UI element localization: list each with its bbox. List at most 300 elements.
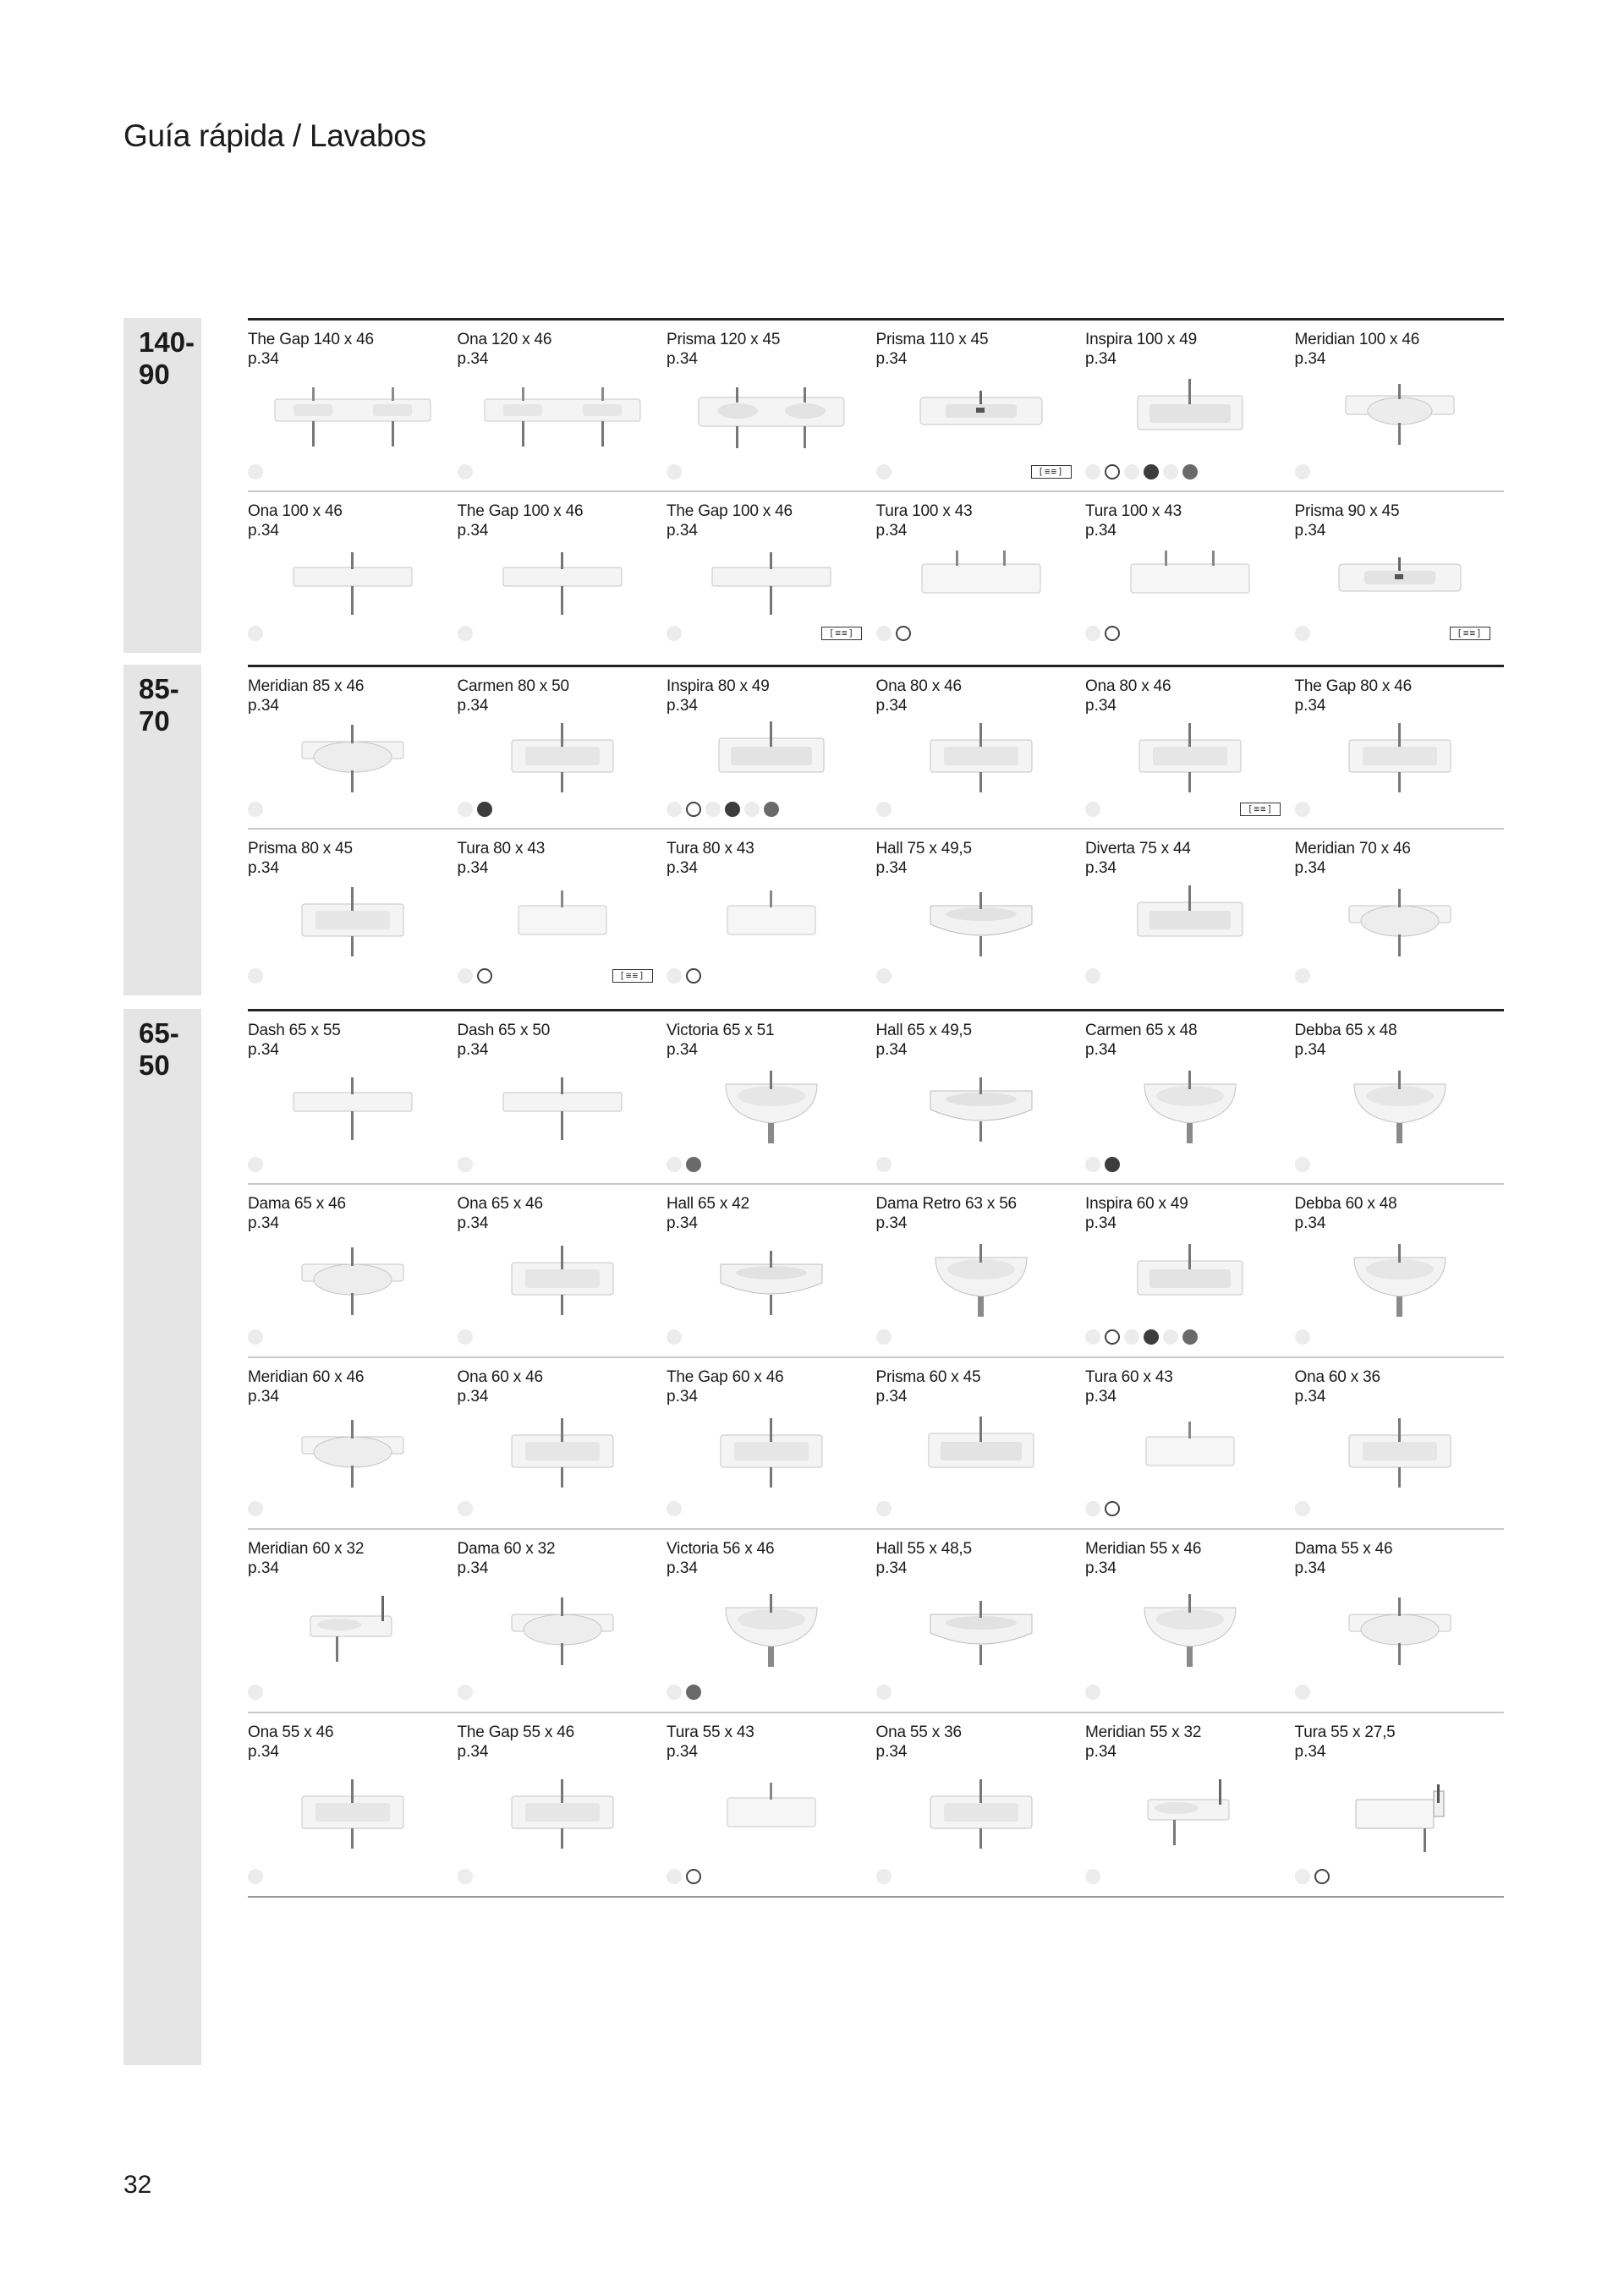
product-page-ref[interactable]: p.34 (1294, 1388, 1326, 1406)
size-range-label: 65- 50 (139, 1017, 179, 1081)
color-swatch-light[interactable] (248, 464, 263, 479)
sink-illustration-rect (897, 710, 1066, 803)
color-swatch-light[interactable] (1124, 464, 1139, 479)
product-page-ref[interactable]: p.34 (457, 1041, 489, 1059)
product-page-ref[interactable]: p.34 (1085, 350, 1116, 368)
color-swatch-light[interactable] (1085, 1869, 1100, 1884)
product-card[interactable] (458, 1011, 667, 1186)
product-page-ref[interactable]: p.34 (1294, 859, 1326, 877)
color-swatch-grey[interactable] (764, 802, 779, 817)
product-page-ref[interactable]: p.34 (457, 1214, 489, 1232)
product-name: Tura 80 x 43 (667, 840, 754, 858)
color-swatch-outline[interactable] (686, 802, 701, 817)
sink-illustration-small (1106, 1766, 1275, 1859)
color-swatch-light[interactable] (667, 626, 682, 641)
product-card[interactable] (1085, 1358, 1294, 1530)
color-swatch-light[interactable] (1085, 464, 1100, 479)
color-swatch-grey[interactable] (686, 1685, 701, 1700)
product-card[interactable] (458, 667, 667, 830)
product-page-ref[interactable]: p.34 (248, 1041, 279, 1059)
product-card[interactable] (876, 321, 1085, 493)
color-swatch-light[interactable] (1295, 1157, 1310, 1172)
color-swatches (1295, 1501, 1310, 1516)
product-name: Ona 60 x 36 (1294, 1368, 1380, 1386)
product-page-ref[interactable]: p.34 (667, 859, 698, 877)
sink-illustration-rect-wide (1315, 534, 1484, 627)
product-card[interactable] (248, 1358, 457, 1530)
product-card[interactable] (667, 830, 875, 997)
product-page-ref[interactable]: p.34 (875, 522, 908, 540)
product-name: Tura 100 x 43 (875, 502, 973, 520)
color-swatch-light[interactable] (1085, 1685, 1100, 1700)
color-swatch-light[interactable] (876, 626, 892, 641)
product-page-ref[interactable]: p.34 (1294, 1041, 1326, 1059)
sink-illustration-rect (1315, 710, 1484, 803)
color-swatch-outline[interactable] (477, 968, 492, 984)
product-card[interactable] (248, 830, 457, 997)
color-swatch-light[interactable] (458, 1685, 473, 1700)
product-grid (248, 318, 1504, 653)
color-swatch-dark[interactable] (1144, 464, 1159, 479)
product-card[interactable] (1085, 1713, 1294, 1898)
color-swatch-light[interactable] (248, 802, 263, 817)
color-swatch-light[interactable] (458, 802, 473, 817)
color-swatch-light[interactable] (876, 464, 892, 479)
sink-illustration-round-pedestal (897, 1232, 1066, 1325)
product-card[interactable] (667, 1358, 875, 1530)
color-swatches (248, 802, 263, 817)
color-swatches (1085, 464, 1198, 479)
product-name: Tura 55 x 43 (667, 1723, 754, 1741)
color-swatch-outline[interactable] (686, 968, 701, 984)
product-page-ref[interactable]: p.34 (1085, 1041, 1116, 1059)
color-swatches (458, 1685, 473, 1700)
color-swatch-light[interactable] (876, 1157, 892, 1172)
product-name: Debba 65 x 48 (1294, 1022, 1397, 1039)
product-card[interactable] (1295, 1185, 1504, 1358)
color-swatch-light[interactable] (458, 1329, 473, 1345)
product-page-ref[interactable]: p.34 (1294, 350, 1326, 368)
color-swatches (1295, 1685, 1310, 1700)
product-name: Tura 60 x 43 (1085, 1368, 1173, 1386)
sink-illustration-vessel-small (1315, 1766, 1484, 1859)
product-page-ref[interactable]: p.34 (1294, 1559, 1326, 1577)
color-swatch-light[interactable] (667, 1501, 682, 1516)
color-swatches (248, 968, 263, 984)
product-page-ref[interactable]: p.34 (457, 1743, 489, 1761)
product-card[interactable] (458, 321, 667, 493)
color-swatches (1295, 626, 1310, 641)
color-swatch-light[interactable] (667, 802, 682, 817)
color-swatch-grey[interactable] (1182, 1329, 1198, 1345)
product-page-ref[interactable]: p.34 (1294, 1214, 1326, 1232)
product-row (248, 1009, 1504, 1186)
color-swatch-dark[interactable] (1144, 1329, 1159, 1345)
color-swatches (667, 1501, 682, 1516)
color-swatches (1085, 1329, 1198, 1345)
product-card[interactable] (248, 492, 457, 655)
product-page-ref[interactable]: p.34 (1085, 1214, 1116, 1232)
product-page-ref[interactable]: p.34 (875, 697, 908, 715)
product-page-ref[interactable]: p.34 (875, 1559, 908, 1577)
color-swatch-outline[interactable] (1105, 1329, 1120, 1345)
product-page-ref[interactable]: p.34 (667, 350, 698, 368)
color-swatches (876, 1869, 892, 1884)
product-card[interactable] (1295, 667, 1504, 830)
product-card[interactable] (667, 1713, 875, 1898)
product-card[interactable] (876, 1358, 1085, 1530)
size-section (123, 665, 1504, 995)
product-name: Hall 55 x 48,5 (875, 1540, 972, 1558)
product-card[interactable] (458, 492, 667, 655)
product-card[interactable] (876, 492, 1085, 655)
color-swatch-light[interactable] (1085, 802, 1100, 817)
color-swatches (667, 1157, 701, 1172)
color-swatch-light[interactable] (458, 464, 473, 479)
color-swatch-light[interactable] (248, 1685, 263, 1700)
color-swatch-light[interactable] (1295, 802, 1310, 817)
color-swatch-light[interactable] (458, 1157, 473, 1172)
product-card[interactable] (876, 667, 1085, 830)
product-page-ref[interactable]: p.34 (1085, 522, 1116, 540)
product-name: Ona 65 x 46 (457, 1195, 543, 1213)
product-card[interactable] (458, 1358, 667, 1530)
product-name: Hall 65 x 42 (667, 1195, 749, 1213)
sink-illustration-vessel-wide (1106, 534, 1275, 627)
product-page-ref[interactable]: p.34 (667, 1559, 698, 1577)
color-swatches (1295, 1869, 1330, 1884)
color-swatch-dark[interactable] (1105, 1157, 1120, 1172)
product-page-ref[interactable]: p.34 (248, 350, 279, 368)
product-name: Meridian 55 x 46 (1085, 1540, 1202, 1558)
color-swatch-light[interactable] (1163, 1329, 1178, 1345)
color-swatch-light[interactable] (1163, 464, 1178, 479)
sink-illustration-rect (478, 1766, 647, 1859)
product-card[interactable] (248, 1530, 457, 1713)
color-swatches (876, 968, 892, 984)
product-page-ref[interactable]: p.34 (667, 1388, 698, 1406)
sink-illustration-rect-deep (687, 710, 856, 803)
product-card[interactable] (458, 1185, 667, 1358)
sink-illustration-rect (897, 1766, 1066, 1859)
color-swatches (1085, 1157, 1120, 1172)
color-swatch-outline[interactable] (1105, 626, 1120, 641)
furniture-kit-icon: [≡≡] (1240, 803, 1281, 816)
product-card[interactable] (1295, 492, 1504, 655)
product-page-ref[interactable]: p.34 (457, 697, 489, 715)
product-page-ref[interactable]: p.34 (875, 1214, 908, 1232)
product-row (248, 1356, 1504, 1530)
color-swatch-light[interactable] (876, 1501, 892, 1516)
sink-illustration-rect (268, 1766, 437, 1859)
product-page-ref[interactable]: p.34 (875, 1388, 908, 1406)
sink-illustration-rect-deep (1106, 1232, 1275, 1325)
color-swatches (248, 464, 263, 479)
color-swatch-light[interactable] (458, 626, 473, 641)
product-name: Prisma 80 x 45 (248, 840, 353, 858)
color-swatches (458, 1869, 473, 1884)
sink-illustration-rect (268, 874, 437, 967)
sink-illustration-rect (478, 1405, 647, 1498)
product-page-ref[interactable]: p.34 (667, 1041, 698, 1059)
product-page-ref[interactable]: p.34 (1085, 697, 1116, 715)
color-swatch-light[interactable] (458, 968, 473, 984)
color-swatches (876, 1685, 892, 1700)
color-swatches (1295, 1157, 1310, 1172)
product-page-ref[interactable]: p.34 (667, 1214, 698, 1232)
color-swatch-light[interactable] (705, 802, 721, 817)
color-swatch-light[interactable] (1085, 626, 1100, 641)
color-swatch-outline[interactable] (1105, 464, 1120, 479)
product-page-ref[interactable]: p.34 (667, 697, 698, 715)
product-name: Carmen 65 x 48 (1085, 1022, 1198, 1039)
sink-illustration-rect-wide (897, 367, 1066, 460)
product-page-ref[interactable]: p.34 (457, 522, 489, 540)
color-swatch-light[interactable] (1295, 1869, 1310, 1884)
sink-illustration-rect-slim (268, 1059, 437, 1152)
color-swatch-light[interactable] (667, 968, 682, 984)
product-row (248, 1183, 1504, 1358)
color-swatch-light[interactable] (248, 1157, 263, 1172)
product-card[interactable] (667, 321, 875, 493)
sink-illustration-curved (897, 1059, 1066, 1152)
product-page-ref[interactable]: p.34 (248, 697, 279, 715)
color-swatches (876, 1329, 892, 1345)
product-name: Ona 120 x 46 (457, 331, 552, 348)
product-name: Diverta 75 x 44 (1085, 840, 1191, 858)
color-swatch-light[interactable] (248, 1869, 263, 1884)
product-name: Hall 65 x 49,5 (875, 1022, 972, 1039)
product-page-ref[interactable]: p.34 (875, 350, 908, 368)
color-swatches (667, 1685, 701, 1700)
product-card[interactable] (1085, 1185, 1294, 1358)
color-swatch-light[interactable] (248, 968, 263, 984)
color-swatches (1295, 802, 1310, 817)
product-name: Ona 60 x 46 (457, 1368, 543, 1386)
sink-illustration-round-wide (1315, 367, 1484, 460)
product-name: Dama 65 x 46 (248, 1195, 346, 1213)
color-swatch-light[interactable] (876, 802, 892, 817)
product-page-ref[interactable]: p.34 (875, 859, 908, 877)
product-page-ref[interactable]: p.34 (1085, 859, 1116, 877)
product-card[interactable] (667, 667, 875, 830)
sink-illustration-rect-slim (478, 534, 647, 627)
color-swatch-light[interactable] (876, 1869, 892, 1884)
product-page-ref[interactable]: p.34 (1294, 1743, 1326, 1761)
sink-illustration-rect-slim (478, 1059, 647, 1152)
product-row (248, 1712, 1504, 1898)
color-swatch-dark[interactable] (725, 802, 740, 817)
color-swatch-outline[interactable] (896, 626, 911, 641)
product-card[interactable] (1085, 321, 1294, 493)
color-swatch-light[interactable] (248, 1329, 263, 1345)
color-swatches (667, 464, 682, 479)
product-card[interactable] (248, 1011, 457, 1186)
product-page-ref[interactable]: p.34 (1294, 697, 1326, 715)
sink-illustration-round-pedestal (1315, 1059, 1484, 1152)
product-page-ref[interactable]: p.34 (248, 1214, 279, 1232)
product-name: The Gap 100 x 46 (457, 502, 584, 520)
color-swatch-light[interactable] (667, 1869, 682, 1884)
product-card[interactable] (1295, 1011, 1504, 1186)
color-swatch-light[interactable] (876, 1685, 892, 1700)
color-swatch-grey[interactable] (686, 1157, 701, 1172)
product-name: Ona 80 x 46 (1085, 677, 1171, 695)
product-name: Tura 55 x 27,5 (1294, 1723, 1396, 1741)
product-name: Prisma 120 x 45 (667, 331, 781, 348)
product-name: Dash 65 x 55 (248, 1022, 341, 1039)
product-card[interactable] (667, 1185, 875, 1358)
product-name: Carmen 80 x 50 (457, 677, 569, 695)
sink-illustration-vessel (478, 874, 647, 967)
sink-illustration-rect (1315, 1405, 1484, 1498)
product-card[interactable] (876, 1530, 1085, 1713)
product-card[interactable] (1295, 830, 1504, 997)
color-swatches (458, 802, 492, 817)
sink-illustration-curved (897, 874, 1066, 967)
color-swatch-light[interactable] (458, 1501, 473, 1516)
product-page-ref[interactable]: p.34 (248, 859, 279, 877)
product-page-ref[interactable]: p.34 (1294, 522, 1326, 540)
product-card[interactable] (876, 1011, 1085, 1186)
color-swatches (458, 1501, 473, 1516)
product-name: Ona 55 x 46 (248, 1723, 334, 1741)
product-page-ref[interactable]: p.34 (1085, 1388, 1116, 1406)
sink-illustration-rect-deep (897, 1405, 1066, 1498)
product-card[interactable] (876, 1185, 1085, 1358)
color-swatch-light[interactable] (458, 1869, 473, 1884)
color-swatch-light[interactable] (248, 626, 263, 641)
color-swatches (248, 1329, 263, 1345)
product-page-ref[interactable]: p.34 (457, 350, 489, 368)
color-swatches (667, 802, 779, 817)
product-page-ref[interactable]: p.34 (1085, 1559, 1116, 1577)
product-name: Meridian 60 x 32 (248, 1540, 365, 1558)
product-page-ref[interactable]: p.34 (1085, 1743, 1116, 1761)
product-page-ref[interactable]: p.34 (248, 1743, 279, 1761)
color-swatch-outline[interactable] (1105, 1501, 1120, 1516)
product-card[interactable] (458, 830, 667, 997)
product-page-ref[interactable]: p.34 (248, 1559, 279, 1577)
product-name: Dama 60 x 32 (457, 1540, 556, 1558)
product-page-ref[interactable]: p.34 (875, 1041, 908, 1059)
sink-illustration-double-wide (268, 367, 437, 460)
sink-illustration-rect-deep (1106, 874, 1275, 967)
product-page-ref[interactable]: p.34 (667, 522, 698, 540)
color-swatch-light[interactable] (667, 1157, 682, 1172)
color-swatches (876, 1157, 892, 1172)
product-card[interactable] (248, 667, 457, 830)
product-page-ref[interactable]: p.34 (667, 1743, 698, 1761)
color-swatches (458, 1329, 473, 1345)
sink-illustration-double-bowl (687, 367, 856, 460)
color-swatch-dark[interactable] (477, 802, 492, 817)
product-name: Meridian 85 x 46 (248, 677, 365, 695)
sink-illustration-round (268, 1405, 437, 1498)
color-swatches (458, 464, 473, 479)
product-page-ref[interactable]: p.34 (248, 1388, 279, 1406)
product-name: Victoria 65 x 51 (667, 1022, 775, 1039)
product-card[interactable] (458, 1713, 667, 1898)
color-swatch-light[interactable] (1295, 1685, 1310, 1700)
color-swatches (1295, 1329, 1310, 1345)
sink-illustration-curved (897, 1582, 1066, 1675)
size-section (123, 318, 1504, 653)
color-swatch-light[interactable] (1085, 1329, 1100, 1345)
color-swatches (1085, 802, 1100, 817)
product-card[interactable] (1295, 1358, 1504, 1530)
sink-illustration-vessel (1106, 1405, 1275, 1498)
color-swatch-light[interactable] (1085, 1501, 1100, 1516)
sink-illustration-round-pedestal (687, 1582, 856, 1675)
product-card[interactable] (1295, 321, 1504, 493)
product-grid (248, 665, 1504, 995)
furniture-kit-icon: [≡≡] (1031, 465, 1072, 479)
color-swatch-light[interactable] (1085, 1157, 1100, 1172)
product-card[interactable] (248, 1185, 457, 1358)
color-swatches (667, 968, 701, 984)
color-swatch-light[interactable] (667, 464, 682, 479)
product-page-ref[interactable]: p.34 (457, 1388, 489, 1406)
product-card[interactable] (1295, 1530, 1504, 1713)
color-swatch-light[interactable] (1295, 464, 1310, 479)
color-swatch-light[interactable] (876, 968, 892, 984)
product-card[interactable] (248, 1713, 457, 1898)
product-card[interactable] (1085, 830, 1294, 997)
product-card[interactable] (876, 1713, 1085, 1898)
color-swatch-light[interactable] (744, 802, 760, 817)
product-name: Ona 100 x 46 (248, 502, 343, 520)
color-swatch-light[interactable] (1085, 968, 1100, 984)
product-card[interactable] (1085, 492, 1294, 655)
product-card[interactable] (458, 1530, 667, 1713)
color-swatch-light[interactable] (1295, 968, 1310, 984)
furniture-kit-icon: [≡≡] (612, 969, 653, 983)
color-swatches (248, 1685, 263, 1700)
product-card[interactable] (667, 1530, 875, 1713)
product-card[interactable] (876, 830, 1085, 997)
color-swatch-outline[interactable] (686, 1869, 701, 1884)
color-swatch-light[interactable] (667, 1685, 682, 1700)
size-range-sidebar (123, 665, 201, 995)
product-card[interactable] (1295, 1713, 1504, 1898)
color-swatch-light[interactable] (1295, 1501, 1310, 1516)
color-swatch-light[interactable] (1124, 1329, 1139, 1345)
product-row (248, 318, 1504, 493)
color-swatch-light[interactable] (1295, 626, 1310, 641)
product-page-ref[interactable]: p.34 (457, 859, 489, 877)
product-card[interactable] (667, 1011, 875, 1186)
color-swatch-grey[interactable] (1182, 464, 1198, 479)
color-swatch-light[interactable] (876, 1329, 892, 1345)
color-swatch-light[interactable] (248, 1501, 263, 1516)
color-swatch-outline[interactable] (1314, 1869, 1330, 1884)
color-swatches (876, 1501, 892, 1516)
product-page-ref[interactable]: p.34 (248, 522, 279, 540)
product-card[interactable] (667, 492, 875, 655)
product-card[interactable] (1085, 667, 1294, 830)
product-page-ref[interactable]: p.34 (457, 1559, 489, 1577)
color-swatch-light[interactable] (667, 1329, 682, 1345)
product-card[interactable] (1085, 1530, 1294, 1713)
sink-illustration-rect (478, 710, 647, 803)
color-swatch-light[interactable] (1295, 1329, 1310, 1345)
product-page-ref[interactable]: p.34 (875, 1743, 908, 1761)
product-card[interactable] (248, 321, 457, 493)
product-card[interactable] (1085, 1011, 1294, 1186)
sink-illustration-rect-slim (268, 534, 437, 627)
color-swatches (248, 1501, 263, 1516)
